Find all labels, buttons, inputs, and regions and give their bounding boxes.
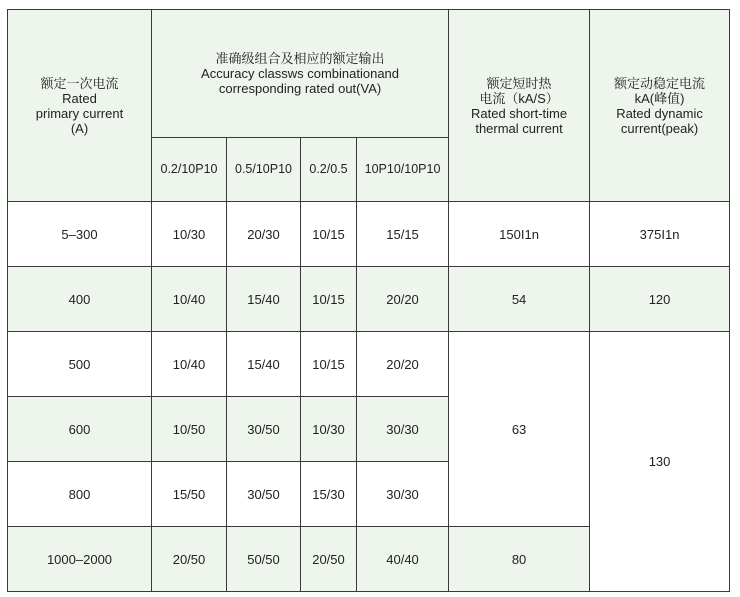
cell-c3: 10/15 <box>301 332 357 397</box>
spec-table-wrapper <box>7 9 730 592</box>
cell-c4: 40/40 <box>357 527 449 592</box>
table-row <box>8 267 730 332</box>
cell-c4: 20/20 <box>357 332 449 397</box>
header-accuracy-class <box>152 10 449 138</box>
header-short-time-en1: Rated short-time <box>471 105 568 121</box>
cell-dynamic-merged: 130 <box>590 332 730 592</box>
header-accuracy-en1: Accuracy classws combinationand <box>201 66 400 81</box>
cell-c2: 30/50 <box>227 462 301 527</box>
header-rated-current-en2: primary current <box>35 105 124 121</box>
subheader-col-1: 0.2/10P10 <box>152 138 227 202</box>
cell-c3: 15/30 <box>301 462 357 527</box>
cell-thermal: 150I1n <box>449 202 590 267</box>
cell-c1: 10/40 <box>152 332 227 397</box>
header-short-time-cn1: 额定短时热 <box>486 75 552 91</box>
table-row <box>8 332 730 397</box>
header-accuracy-cn: 准确级组合及相应的额定输出 <box>215 51 385 66</box>
header-dynamic-en2: current(peak) <box>620 120 699 136</box>
cell-c1: 20/50 <box>152 527 227 592</box>
cell-c4: 30/30 <box>357 397 449 462</box>
cell-c4: 30/30 <box>357 462 449 527</box>
header-rated-current-en1: Rated <box>62 90 97 106</box>
header-row <box>8 10 730 138</box>
header-rated-primary-current <box>8 10 152 202</box>
cell-thermal-merged: 63 <box>449 332 590 527</box>
cell-rated-current: 400 <box>8 267 152 332</box>
cell-rated-current: 800 <box>8 462 152 527</box>
cell-rated-current: 1000–2000 <box>8 527 152 592</box>
header-dynamic-cn1: 额定动稳定电流 <box>614 75 706 91</box>
table-row <box>8 202 730 267</box>
subheader-col-2: 0.5/10P10 <box>227 138 301 202</box>
cell-dynamic: 120 <box>590 267 730 332</box>
cell-c3: 20/50 <box>301 527 357 592</box>
header-rated-current-cn: 额定一次电流 <box>40 75 119 91</box>
cell-c3: 10/15 <box>301 202 357 267</box>
cell-c4: 15/15 <box>357 202 449 267</box>
header-dynamic-cn2: kA(峰值) <box>634 90 685 106</box>
cell-rated-current: 600 <box>8 397 152 462</box>
cell-thermal: 54 <box>449 267 590 332</box>
cell-c1: 10/50 <box>152 397 227 462</box>
cell-c2: 20/30 <box>227 202 301 267</box>
cell-c2: 30/50 <box>227 397 301 462</box>
header-short-time-thermal-current <box>449 10 590 202</box>
header-rated-current-en3: (A) <box>70 120 89 136</box>
current-transformer-spec-table <box>7 9 730 592</box>
cell-rated-current: 5–300 <box>8 202 152 267</box>
subheader-col-4: 10P10/10P10 <box>357 138 449 202</box>
subheader-col-3: 0.2/0.5 <box>301 138 357 202</box>
cell-c1: 10/30 <box>152 202 227 267</box>
cell-thermal: 80 <box>449 527 590 592</box>
header-dynamic-current <box>590 10 730 202</box>
header-short-time-cn2: 电流（kA/S） <box>479 90 559 106</box>
cell-c3: 10/15 <box>301 267 357 332</box>
cell-c1: 15/50 <box>152 462 227 527</box>
cell-c4: 20/20 <box>357 267 449 332</box>
header-short-time-en2: thermal current <box>475 120 563 136</box>
cell-c3: 10/30 <box>301 397 357 462</box>
cell-c2: 15/40 <box>227 267 301 332</box>
cell-c2: 50/50 <box>227 527 301 592</box>
cell-c2: 15/40 <box>227 332 301 397</box>
cell-rated-current: 500 <box>8 332 152 397</box>
cell-c1: 10/40 <box>152 267 227 332</box>
header-dynamic-en1: Rated dynamic <box>616 105 703 121</box>
header-accuracy-en2: corresponding rated out(VA) <box>218 81 382 96</box>
cell-dynamic: 375I1n <box>590 202 730 267</box>
